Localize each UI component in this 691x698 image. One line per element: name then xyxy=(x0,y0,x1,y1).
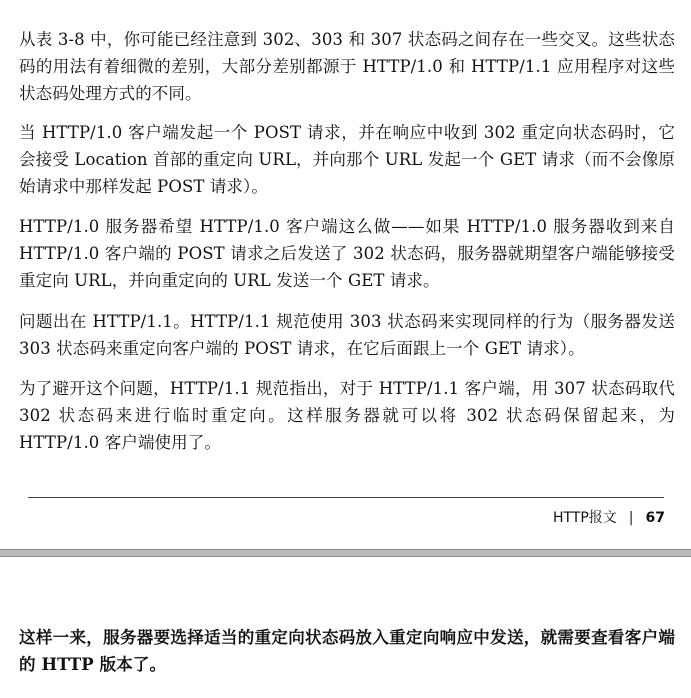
footer-section-title: HTTP报文 xyxy=(552,510,617,526)
paragraph-server-check-version: 这样一来，服务器要选择适当的重定向状态码放入重定向响应中发送，就需要查看客户端的 HTTP 版本了。 xyxy=(19,628,675,674)
paragraph-http10-post-302: 当 HTTP/1.0 客户端发起一个 POST 请求，并在响应中收到 302 重定向状态码时，它会接受 Location 首部的重定向 URL，并向那个 URL 发起一个 GET 请求（而不会像原始请求中那样发起 POST 请求）。 xyxy=(19,123,675,196)
footer-divider xyxy=(28,497,664,498)
page-footer xyxy=(553,509,665,527)
paragraph-http10-server-expectation: HTTP/1.0 服务器希望 HTTP/1.0 客户端这么做——如果 HTTP/1.0 服务器收到来自 HTTP/1.0 客户端的 POST 请求之后发送了 302 状态码，服务器就期望客户端能够接受重定向 URL，并向重定向的 URL 发送一个 GET 请求。 xyxy=(19,217,675,290)
footer-separator: | xyxy=(628,510,634,526)
paragraph-http11-303: 问题出在 HTTP/1.1。HTTP/1.1 规范使用 303 状态码来实现同样的行为（服务器发送 303 状态码来重定向客户端的 POST 请求，在它后面跟上一个 GET 请求）。 xyxy=(19,312,675,358)
paragraph-http11-307: 为了避开这个问题，HTTP/1.1 规范指出，对于 HTTP/1.1 客户端，用 307 状态码取代 302 状态码来进行临时重定向。这样服务器就可以将 302 状态码保留起来，为 HTTP/1.0 客户端使用了。 xyxy=(19,379,675,452)
paragraph-status-code-overlap: 从表 3-8 中，你可能已经注意到 302、303 和 307 状态码之间存在一些交叉。这些状态码的用法有着细微的差别，大部分差别都源于 HTTP/1.0 和 HTTP/1.1 应用程序对这些状态码处理方式的不同。 xyxy=(19,30,675,103)
page-break-divider xyxy=(0,549,691,557)
page-number: 67 xyxy=(645,510,665,526)
